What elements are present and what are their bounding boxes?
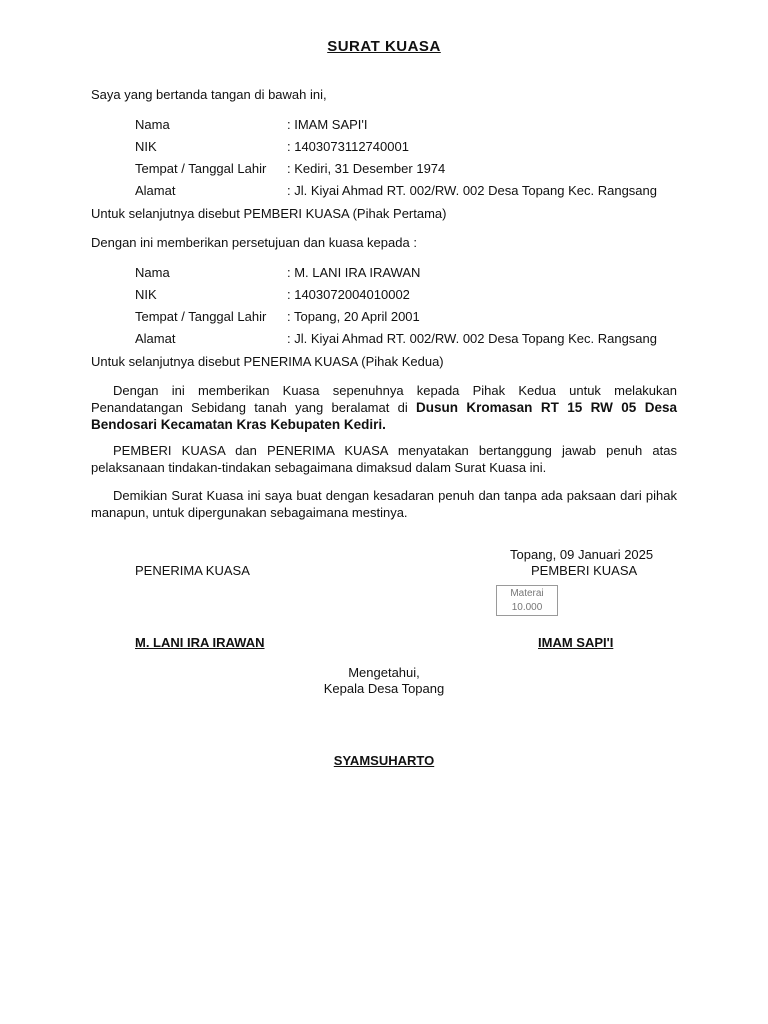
field-value: : Kediri, 31 Desember 1974 (287, 161, 446, 176)
left-role: PENERIMA KUASA (135, 563, 250, 578)
stamp-label: Materai (510, 588, 544, 599)
field-value: : 1403073112740001 (287, 139, 409, 154)
field-value: : Jl. Kiyai Ahmad RT. 002/RW. 002 Desa Topang Kec. Rangsang (287, 183, 657, 198)
land-address: Dusun Kromasan RT 15 RW 05 Desa Bendosari Kecamatan Kras Kebupaten Kediri. (91, 400, 677, 432)
left-signatory-name: M. LANI IRA IRAWAN (135, 635, 265, 650)
paragraph-authorization (91, 382, 677, 433)
field-value: : 1403072004010002 (287, 287, 410, 302)
field-label: Tempat / Tanggal Lahir (135, 161, 267, 176)
field-label: Nama (135, 265, 170, 280)
right-signatory-name: IMAM SAPI'I (538, 635, 614, 650)
penerima-nik-row (135, 287, 410, 302)
consent-text: Dengan ini memberikan persetujuan dan kuasa kepada : (91, 235, 417, 250)
right-role: PEMBERI KUASA (531, 563, 638, 578)
field-value: : Topang, 20 April 2001 (287, 309, 420, 324)
paragraph-closing: Demikian Surat Kuasa ini saya buat dengan kesadaran penuh dan tanpa ada paksaan dari pihak manapun, untuk dipergunakan sebagaimana mestinya. (91, 488, 677, 520)
materai-stamp (496, 585, 558, 616)
village-head-role: Kepala Desa Topang (323, 681, 445, 696)
pemberi-name-row (135, 117, 368, 132)
field-label: Alamat (135, 331, 176, 346)
paragraph-responsibility: PEMBERI KUASA dan PENERIMA KUASA menyatakan bertanggung jawab penuh atas pelaksanaan tindakan-tindakan sebagaimana dimaksud dalam Surat Kuasa ini. (91, 443, 677, 475)
field-label: Alamat (135, 183, 176, 198)
village-head-name-wrap (0, 753, 768, 768)
paragraph-text: Dengan ini memberikan Kuasa sepenuhnya kepada Pihak Kedua untuk melakukan Penandatangan Sebidang tanah yang beralamat di (91, 383, 677, 415)
field-label: Nama (135, 117, 170, 132)
place-date: Topang, 09 Januari 2025 (510, 547, 654, 562)
penerima-caption: Untuk selanjutnya disebut PENERIMA KUASA (Pihak Kedua) (91, 354, 444, 369)
document-title: SURAT KUASA (327, 38, 441, 55)
penerima-name-row (135, 265, 420, 280)
field-value: : IMAM SAPI'I (287, 117, 368, 132)
field-label: NIK (135, 287, 157, 302)
stamp-value: 10.000 (511, 602, 543, 613)
intro-text: Saya yang bertanda tangan di bawah ini, (91, 87, 327, 102)
acknowledge-text: Mengetahui, (348, 665, 420, 680)
field-label: NIK (135, 139, 157, 154)
village-head-name: SYAMSUHARTO (333, 753, 435, 768)
pemberi-address-row (135, 183, 657, 198)
penerima-birth-row (135, 309, 420, 324)
penerima-address-row (135, 331, 657, 346)
field-value: : M. LANI IRA IRAWAN (287, 265, 421, 280)
pemberi-caption: Untuk selanjutnya disebut PEMBERI KUASA (Pihak Pertama) (91, 206, 447, 221)
pemberi-nik-row (135, 139, 409, 154)
field-value: : Jl. Kiyai Ahmad RT. 002/RW. 002 Desa Topang Kec. Rangsang (287, 331, 657, 346)
field-label: Tempat / Tanggal Lahir (135, 309, 267, 324)
pemberi-birth-row (135, 161, 445, 176)
